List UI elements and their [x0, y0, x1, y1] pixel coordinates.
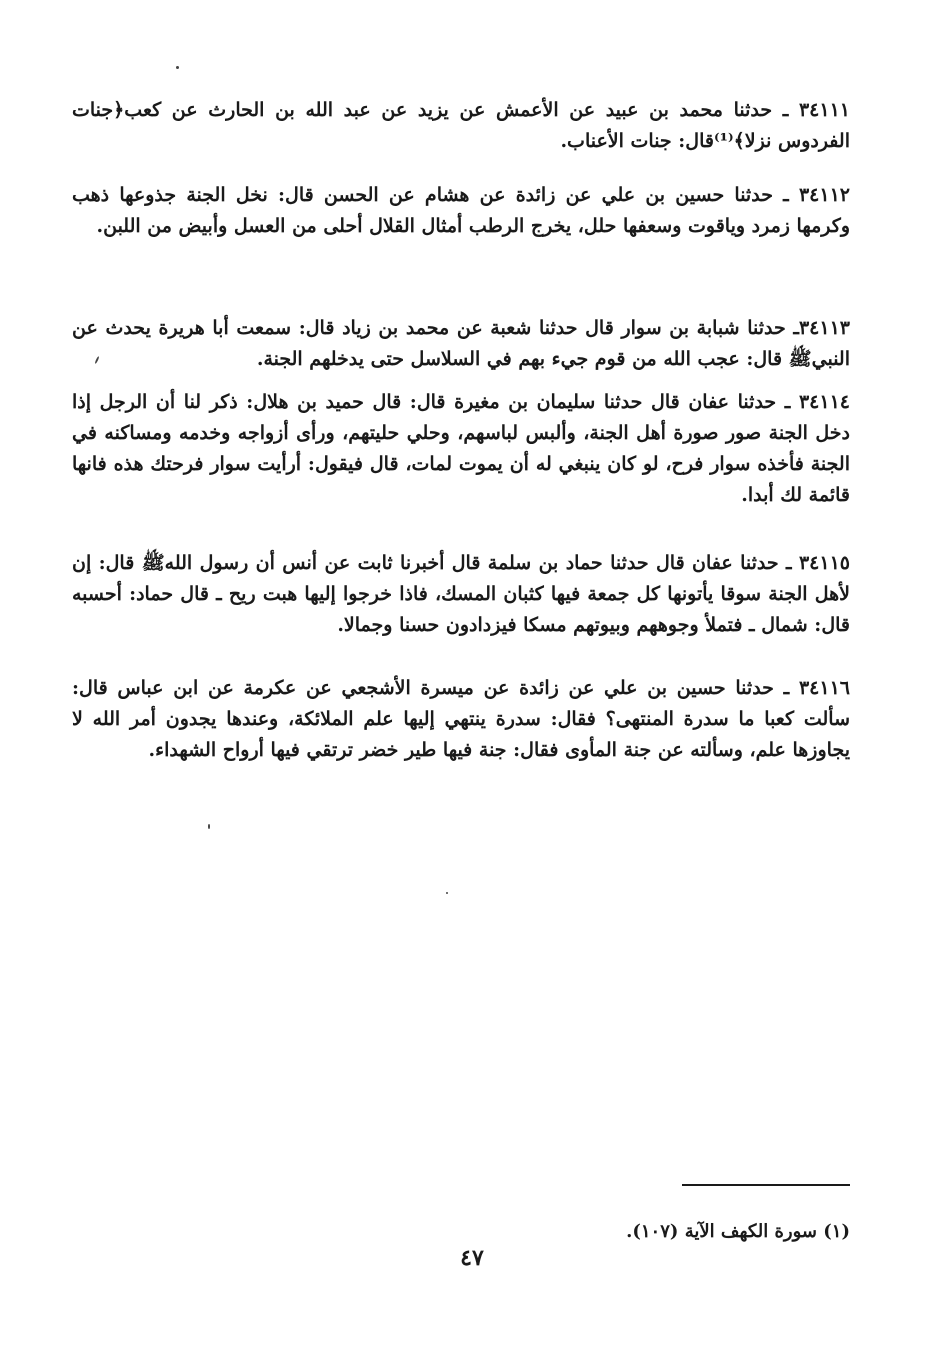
scan-speck — [208, 824, 210, 829]
hadith-paragraph-34111: ٣٤١١١ ـ حدثنا محمد بن عبيد عن الأعمش عن يزيد عن عبد الله بن الحارث عن كعب﴿جنات الفردوس نزلا﴾⁽¹⁾قال: جنات الأعناب. — [72, 99, 850, 152]
hadith-paragraph-34116: ٣٤١١٦ ـ حدثنا حسين بن علي عن زائدة عن ميسرة الأشجعي عن عكرمة عن ابن عباس قال: سألت كعبا ما سدرة المنتهى؟ فقال: سدرة ينتهي إليها علم الملائكة، وعندها يجدون أمر الله لا يجاوزها علم، وسألته عن جنة المأوى فقال: جنة فيها طير خضر ترتقي فيها أرواح الشهداء. — [72, 677, 850, 761]
hadith-paragraph-34114: ٣٤١١٤ ـ حدثنا عفان قال حدثنا سليمان بن مغيرة قال: قال حميد بن هلال: ذكر لنا أن الرجل إذا دخل الجنة صور صورة أهل الجنة، وألبس لباسهم، وحلي حليتهم، ورأى أزواجه وخدمه ومساكنه في الجنة فأخذه سوار فرح، لو كان ينبغي له أن يموت لمات، قال فيقول: أرأيت سوار فرحتك هذه فانها قائمة لك أبدا. — [72, 391, 850, 506]
footnote-divider — [682, 1184, 850, 1186]
hadith-paragraph-34112: ٣٤١١٢ ـ حدثنا حسين بن علي عن زائدة عن هشام عن الحسن قال: نخل الجنة جذوعها ذهب وكرمها زمرد وياقوت وسعفها حلل، يخرج الرطب أمثال القلال أحلى من العسل وأبيض من اللبن. — [72, 184, 850, 237]
hadith-paragraph-34113: ٣٤١١٣ـ حدثنا شبابة بن سوار قال حدثنا شعبة عن محمد بن زياد قال: سمعت أبا هريرة يحدث عن النبيﷺ قال: عجب الله من قوم جيء بهم في السلاسل حتى يدخلهم الجنة. — [72, 317, 850, 370]
scan-speck — [176, 66, 179, 69]
scan-speck — [446, 892, 448, 894]
page-number: ٤٧ — [460, 1245, 484, 1271]
hadith-paragraph-34115: ٣٤١١٥ ـ حدثنا عفان قال حدثنا حماد بن سلمة قال أخبرنا ثابت عن أنس أن رسول اللهﷺ قال: إن لأهل الجنة سوقا يأتونها كل جمعة فيها كثبان المسك، فاذا خرجوا إليها هبت ريح ـ قال حماد: أحسبه قال: شمال ـ فتملأ وجوههم وبيوتهم مسكا فيزدادون حسنا وجمالا. — [72, 552, 850, 636]
footnote: (١) سورة الكهف الآية (١٠٧). — [626, 1221, 850, 1242]
